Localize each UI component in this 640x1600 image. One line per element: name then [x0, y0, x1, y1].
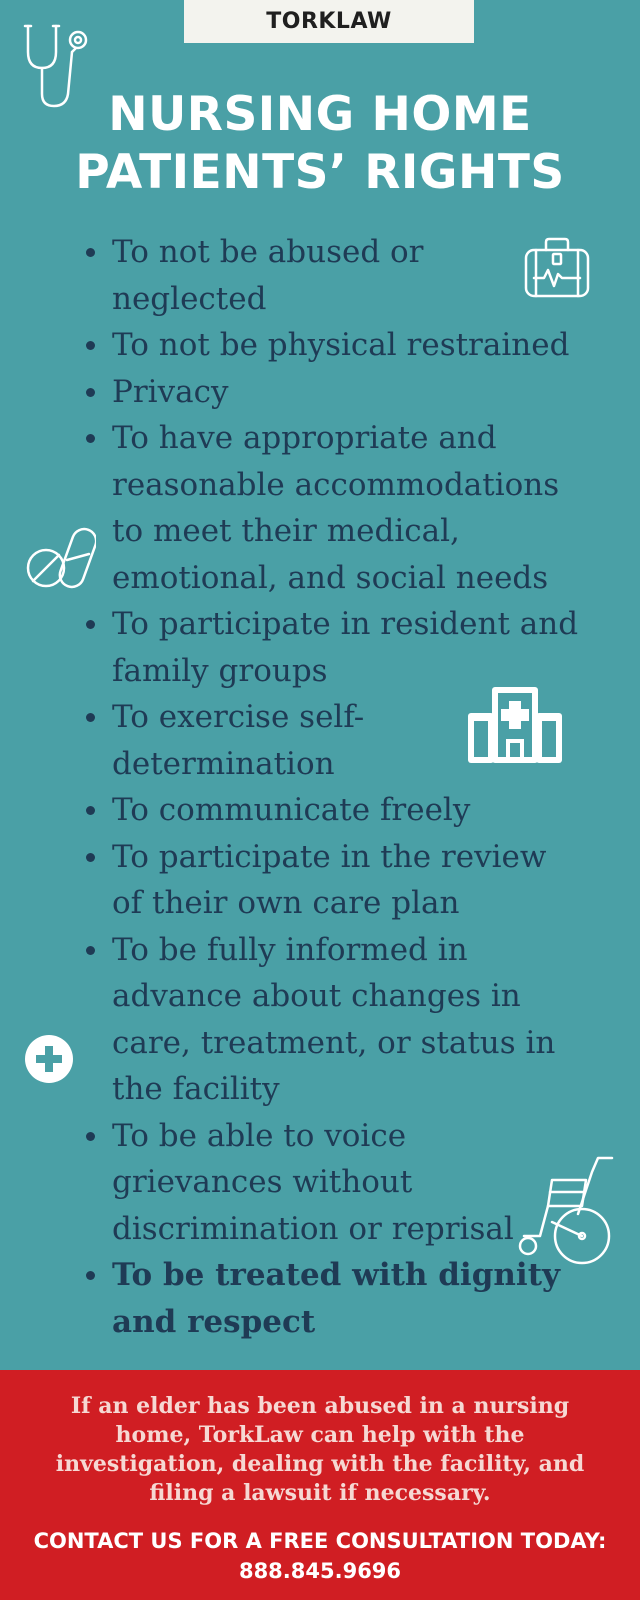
- contact-block: [0, 1526, 640, 1586]
- medical-kit-icon: [522, 236, 592, 302]
- cta-message: [30, 1392, 610, 1508]
- right-item: To exercise self-determination: [112, 694, 582, 787]
- right-item: Privacy: [112, 369, 582, 416]
- right-item: To participate in the review of their own care plan: [112, 834, 582, 927]
- right-item: To not be abused or neglected: [112, 229, 582, 322]
- right-item: To have appropriate and reasonable accommodations to meet their medical, emotional, and social needs: [112, 415, 582, 601]
- wheelchair-icon: [512, 1152, 618, 1268]
- brand-header: [184, 0, 474, 43]
- right-item: To participate in resident and family groups: [112, 601, 582, 694]
- page-title: [0, 86, 640, 202]
- right-item: To be fully informed in advance about changes in care, treatment, or status in the facility: [112, 927, 582, 1113]
- hospital-icon: [468, 687, 562, 763]
- title-line-2: PATIENTS’ RIGHTS: [75, 145, 565, 200]
- contact-headline: CONTACT US FOR A FREE CONSULTATION TODAY:: [33, 1529, 607, 1553]
- right-item: To be able to voice grievances without discrimination or reprisal: [112, 1113, 582, 1253]
- plus-circle-icon: [24, 1034, 74, 1084]
- pills-icon: [24, 522, 96, 594]
- right-item: To communicate freely: [112, 787, 582, 834]
- cta-banner: [0, 1370, 640, 1600]
- stethoscope-icon: [22, 22, 94, 112]
- title-line-1: NURSING HOME: [108, 87, 532, 142]
- phone-number[interactable]: 888.845.9696: [238, 1559, 402, 1583]
- cta-message-line: If an elder has been abused in a nursing: [70, 1393, 570, 1419]
- cta-message-line: investigation, dealing with the facility, and: [55, 1451, 585, 1477]
- cta-message-line: filing a lawsuit if necessary.: [149, 1480, 491, 1506]
- right-item: To not be physical restrained: [112, 322, 582, 369]
- brand-name: TORKLAW: [266, 9, 392, 34]
- right-item: To be treated with dignity and respect: [112, 1252, 582, 1345]
- cta-message-line: home, TorkLaw can help with the: [115, 1422, 525, 1448]
